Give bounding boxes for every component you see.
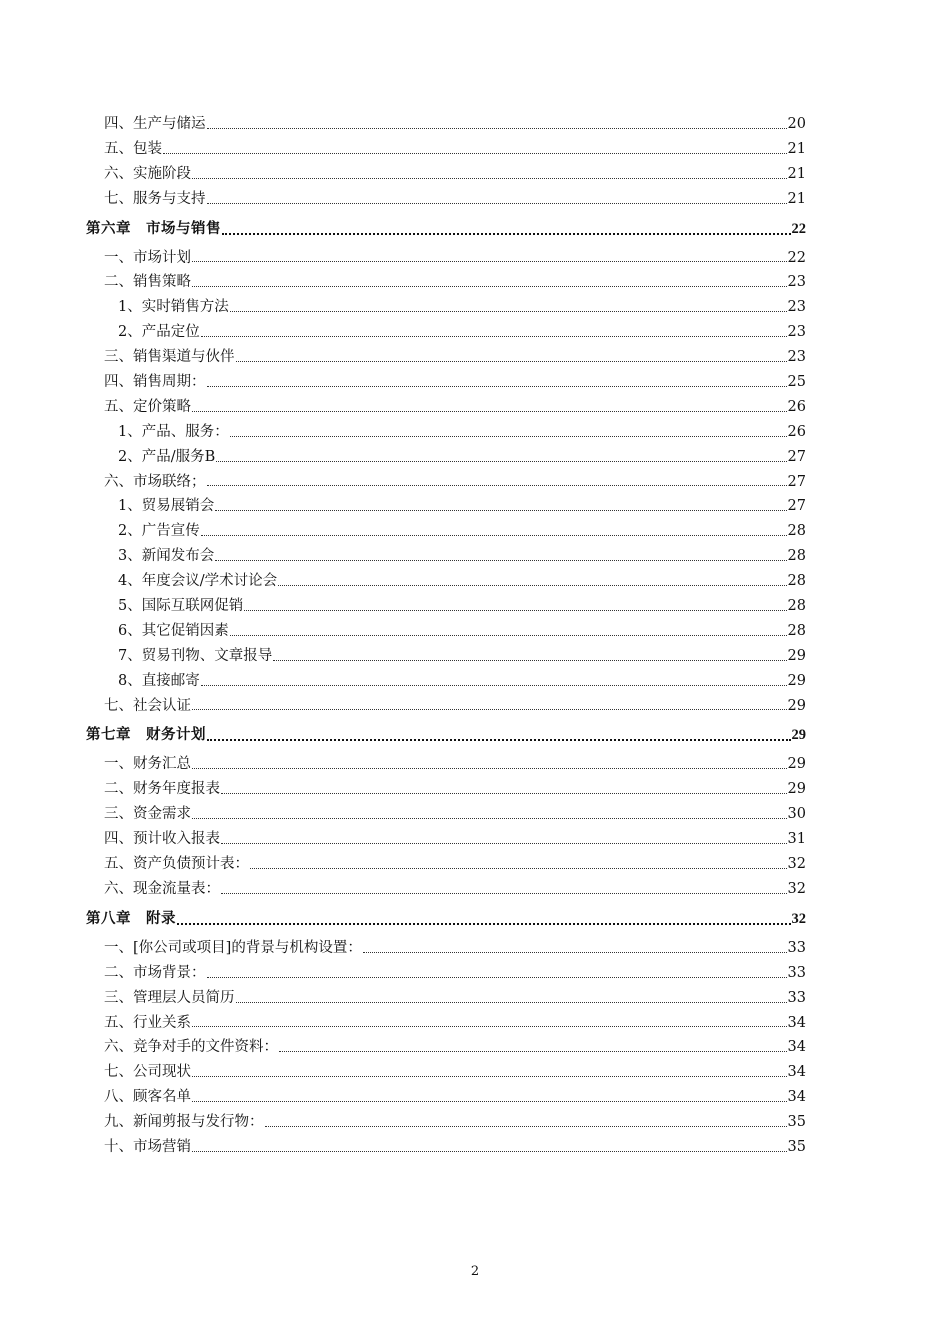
toc-entry-page: 22 xyxy=(791,220,806,237)
toc-entry-page: 23 xyxy=(787,349,806,366)
toc-entry[interactable] xyxy=(86,445,806,470)
toc-entry-page: 27 xyxy=(787,498,806,515)
toc-entry[interactable] xyxy=(86,494,806,519)
toc-entry[interactable] xyxy=(86,752,806,777)
dot-leader xyxy=(192,709,787,710)
toc-entry[interactable] xyxy=(86,986,806,1011)
toc-entry-label: 七、公司现状 xyxy=(104,1064,191,1081)
dot-leader xyxy=(192,286,787,287)
dot-leader xyxy=(278,585,786,586)
dot-leader xyxy=(192,1076,787,1077)
toc-entry-page: 33 xyxy=(787,989,806,1006)
toc-entry-label: 九、新闻剪报与发行物： xyxy=(104,1114,264,1131)
toc-entry[interactable] xyxy=(86,961,806,986)
toc-entry-page: 29 xyxy=(787,672,806,689)
toc-entry[interactable] xyxy=(86,246,806,271)
dot-leader xyxy=(250,868,787,869)
toc-entry-page: 23 xyxy=(787,274,806,291)
toc-entry-label: 六、实施阶段 xyxy=(104,165,191,182)
toc-entry[interactable] xyxy=(86,827,806,852)
toc-entry[interactable] xyxy=(86,694,806,719)
toc-entry[interactable] xyxy=(86,777,806,802)
dot-leader xyxy=(236,361,787,362)
toc-entry-page: 34 xyxy=(787,1089,806,1106)
toc-entry-page: 22 xyxy=(787,249,806,266)
toc-entry[interactable] xyxy=(86,619,806,644)
toc-entry-label: 一、[你公司或项目]的背景与机构设置： xyxy=(104,939,362,956)
toc-entry-page: 33 xyxy=(787,939,806,956)
toc-entry-page: 29 xyxy=(787,756,806,773)
toc-entry-page: 30 xyxy=(787,806,806,823)
toc-entry-label: 1、贸易展销会 xyxy=(118,498,215,515)
toc-entry-label: 五、包装 xyxy=(104,140,162,157)
toc-entry-page: 21 xyxy=(787,165,806,182)
dot-leader xyxy=(207,128,787,129)
toc-entry[interactable] xyxy=(86,852,806,877)
toc-entry[interactable] xyxy=(86,345,806,370)
dot-leader xyxy=(221,893,787,894)
toc-entry-label: 三、资金需求 xyxy=(104,806,191,823)
dot-leader xyxy=(192,261,787,262)
toc-entry-label: 三、销售渠道与伙伴 xyxy=(104,349,235,366)
toc-entry-label: 4、年度会议/学术讨论会 xyxy=(118,573,278,590)
toc-entry[interactable] xyxy=(86,420,806,445)
toc-entry-label: 三、管理层人员简历 xyxy=(104,989,235,1006)
toc-entry-page: 26 xyxy=(787,398,806,415)
dot-leader xyxy=(207,485,787,486)
toc-chapter-entry[interactable] xyxy=(86,217,806,243)
dot-leader xyxy=(192,1101,787,1102)
toc-entry-page: 28 xyxy=(787,622,806,639)
toc-entry[interactable] xyxy=(86,802,806,827)
page-number: 2 xyxy=(470,1264,480,1279)
dot-leader xyxy=(177,923,791,925)
toc-entry-label: 六、市场联络； xyxy=(104,473,206,490)
toc-entry-label: 一、市场计划 xyxy=(104,249,191,266)
toc-entry-page: 26 xyxy=(787,423,806,440)
toc-entry[interactable] xyxy=(86,594,806,619)
toc-entry[interactable] xyxy=(86,936,806,961)
toc-entry[interactable] xyxy=(86,470,806,495)
toc-entry-page: 25 xyxy=(787,374,806,391)
dot-leader xyxy=(192,818,787,819)
dot-leader xyxy=(363,952,787,953)
toc-entry-page: 34 xyxy=(787,1039,806,1056)
toc-entry-page: 28 xyxy=(787,598,806,615)
toc-entry[interactable] xyxy=(86,1110,806,1135)
dot-leader xyxy=(163,153,787,154)
toc-entry-page: 23 xyxy=(787,324,806,341)
toc-entry-label: 二、销售策略 xyxy=(104,274,191,291)
dot-leader xyxy=(192,1026,787,1027)
toc-entry[interactable] xyxy=(86,137,806,162)
dot-leader xyxy=(222,233,791,235)
toc-entry[interactable] xyxy=(86,569,806,594)
toc-entry-label: 七、服务与支持 xyxy=(104,190,206,207)
toc-entry[interactable] xyxy=(86,270,806,295)
dot-leader xyxy=(192,768,787,769)
toc-entry[interactable] xyxy=(86,1011,806,1036)
dot-leader xyxy=(192,1151,787,1152)
toc-entry-label: 六、竞争对手的文件资料： xyxy=(104,1039,278,1056)
toc-entry-page: 21 xyxy=(787,140,806,157)
toc-entry[interactable] xyxy=(86,1060,806,1085)
toc-entry-label: 六、现金流量表： xyxy=(104,880,220,897)
toc-entry-label: 7、贸易刊物、文章报导 xyxy=(118,647,273,664)
toc-entry-page: 35 xyxy=(787,1138,806,1155)
toc-entry-page: 33 xyxy=(787,964,806,981)
dot-leader xyxy=(201,535,787,536)
toc-entry[interactable] xyxy=(86,320,806,345)
toc-entry-label: 第六章 市场与销售 xyxy=(86,220,221,237)
dot-leader xyxy=(230,635,787,636)
toc-entry-label: 五、定价策略 xyxy=(104,398,191,415)
dot-leader xyxy=(201,336,787,337)
toc-entry-label: 2、产品/服务B xyxy=(118,448,216,465)
dot-leader xyxy=(279,1051,787,1052)
toc-entry-label: 二、财务年度报表 xyxy=(104,781,220,798)
dot-leader xyxy=(221,843,787,844)
table-of-contents xyxy=(86,112,806,1160)
toc-entry-label: 七、社会认证 xyxy=(104,697,191,714)
dot-leader xyxy=(236,1002,787,1003)
toc-entry-page: 31 xyxy=(787,831,806,848)
toc-entry-page: 23 xyxy=(787,299,806,316)
dot-leader xyxy=(207,386,787,387)
toc-entry-label: 四、销售周期： xyxy=(104,374,206,391)
toc-chapter-entry[interactable] xyxy=(86,907,806,933)
toc-entry-page: 28 xyxy=(787,573,806,590)
dot-leader xyxy=(244,610,786,611)
toc-entry[interactable] xyxy=(86,162,806,187)
toc-entry-label: 3、新闻发布会 xyxy=(118,548,215,565)
toc-entry[interactable] xyxy=(86,370,806,395)
dot-leader xyxy=(230,311,787,312)
dot-leader xyxy=(215,560,786,561)
toc-entry-label: 8、直接邮寄 xyxy=(118,672,200,689)
dot-leader xyxy=(207,739,791,741)
toc-entry[interactable] xyxy=(86,187,806,212)
dot-leader xyxy=(207,203,787,204)
toc-entry[interactable] xyxy=(86,1085,806,1110)
toc-entry-page: 29 xyxy=(791,727,806,744)
toc-entry-label: 十、市场营销 xyxy=(104,1138,191,1155)
toc-entry-page: 32 xyxy=(787,880,806,897)
toc-entry-label: 四、预计收入报表 xyxy=(104,831,220,848)
toc-entry[interactable] xyxy=(86,1135,806,1160)
toc-entry-page: 32 xyxy=(791,910,806,927)
toc-entry-label: 第七章 财务计划 xyxy=(86,727,206,744)
toc-entry[interactable] xyxy=(86,519,806,544)
toc-entry-page: 34 xyxy=(787,1064,806,1081)
toc-entry-page: 27 xyxy=(787,473,806,490)
toc-entry-label: 2、产品定位 xyxy=(118,324,200,341)
toc-entry-label: 二、市场背景： xyxy=(104,964,206,981)
toc-entry-label: 1、实时销售方法 xyxy=(118,299,229,316)
toc-entry-label: 一、财务汇总 xyxy=(104,756,191,773)
toc-entry-page: 27 xyxy=(787,448,806,465)
toc-entry-label: 1、产品、服务： xyxy=(118,423,229,440)
toc-entry[interactable] xyxy=(86,1035,806,1060)
toc-chapter-entry[interactable] xyxy=(86,723,806,749)
toc-entry[interactable] xyxy=(86,544,806,569)
toc-entry-page: 28 xyxy=(787,523,806,540)
toc-entry[interactable] xyxy=(86,295,806,320)
toc-entry[interactable] xyxy=(86,669,806,694)
toc-entry-page: 35 xyxy=(787,1114,806,1131)
toc-entry[interactable] xyxy=(86,112,806,137)
toc-entry-label: 2、广告宣传 xyxy=(118,523,200,540)
toc-entry-label: 八、顾客名单 xyxy=(104,1089,191,1106)
dot-leader xyxy=(230,436,787,437)
toc-entry-label: 五、行业关系 xyxy=(104,1014,191,1031)
toc-entry-page: 21 xyxy=(787,190,806,207)
toc-entry[interactable] xyxy=(86,877,806,902)
toc-entry-page: 29 xyxy=(787,647,806,664)
toc-entry-label: 5、国际互联网促销 xyxy=(118,598,244,615)
dot-leader xyxy=(192,178,787,179)
toc-entry-page: 34 xyxy=(787,1014,806,1031)
toc-entry-label: 五、资产负债预计表： xyxy=(104,856,249,873)
dot-leader xyxy=(192,411,787,412)
dot-leader xyxy=(273,660,786,661)
dot-leader xyxy=(216,461,786,462)
toc-entry-page: 32 xyxy=(787,856,806,873)
toc-entry-label: 四、生产与储运 xyxy=(104,116,206,132)
dot-leader xyxy=(207,977,787,978)
toc-entry-page: 20 xyxy=(787,116,806,132)
toc-entry-page: 29 xyxy=(787,781,806,798)
toc-entry-label: 6、其它促销因素 xyxy=(118,622,229,639)
toc-entry-label: 第八章 附录 xyxy=(86,910,176,927)
toc-entry-page: 29 xyxy=(787,697,806,714)
toc-entry-page: 28 xyxy=(787,548,806,565)
toc-entry[interactable] xyxy=(86,644,806,669)
dot-leader xyxy=(201,685,787,686)
dot-leader xyxy=(265,1126,787,1127)
toc-entry[interactable] xyxy=(86,395,806,420)
dot-leader xyxy=(215,510,786,511)
dot-leader xyxy=(221,793,787,794)
